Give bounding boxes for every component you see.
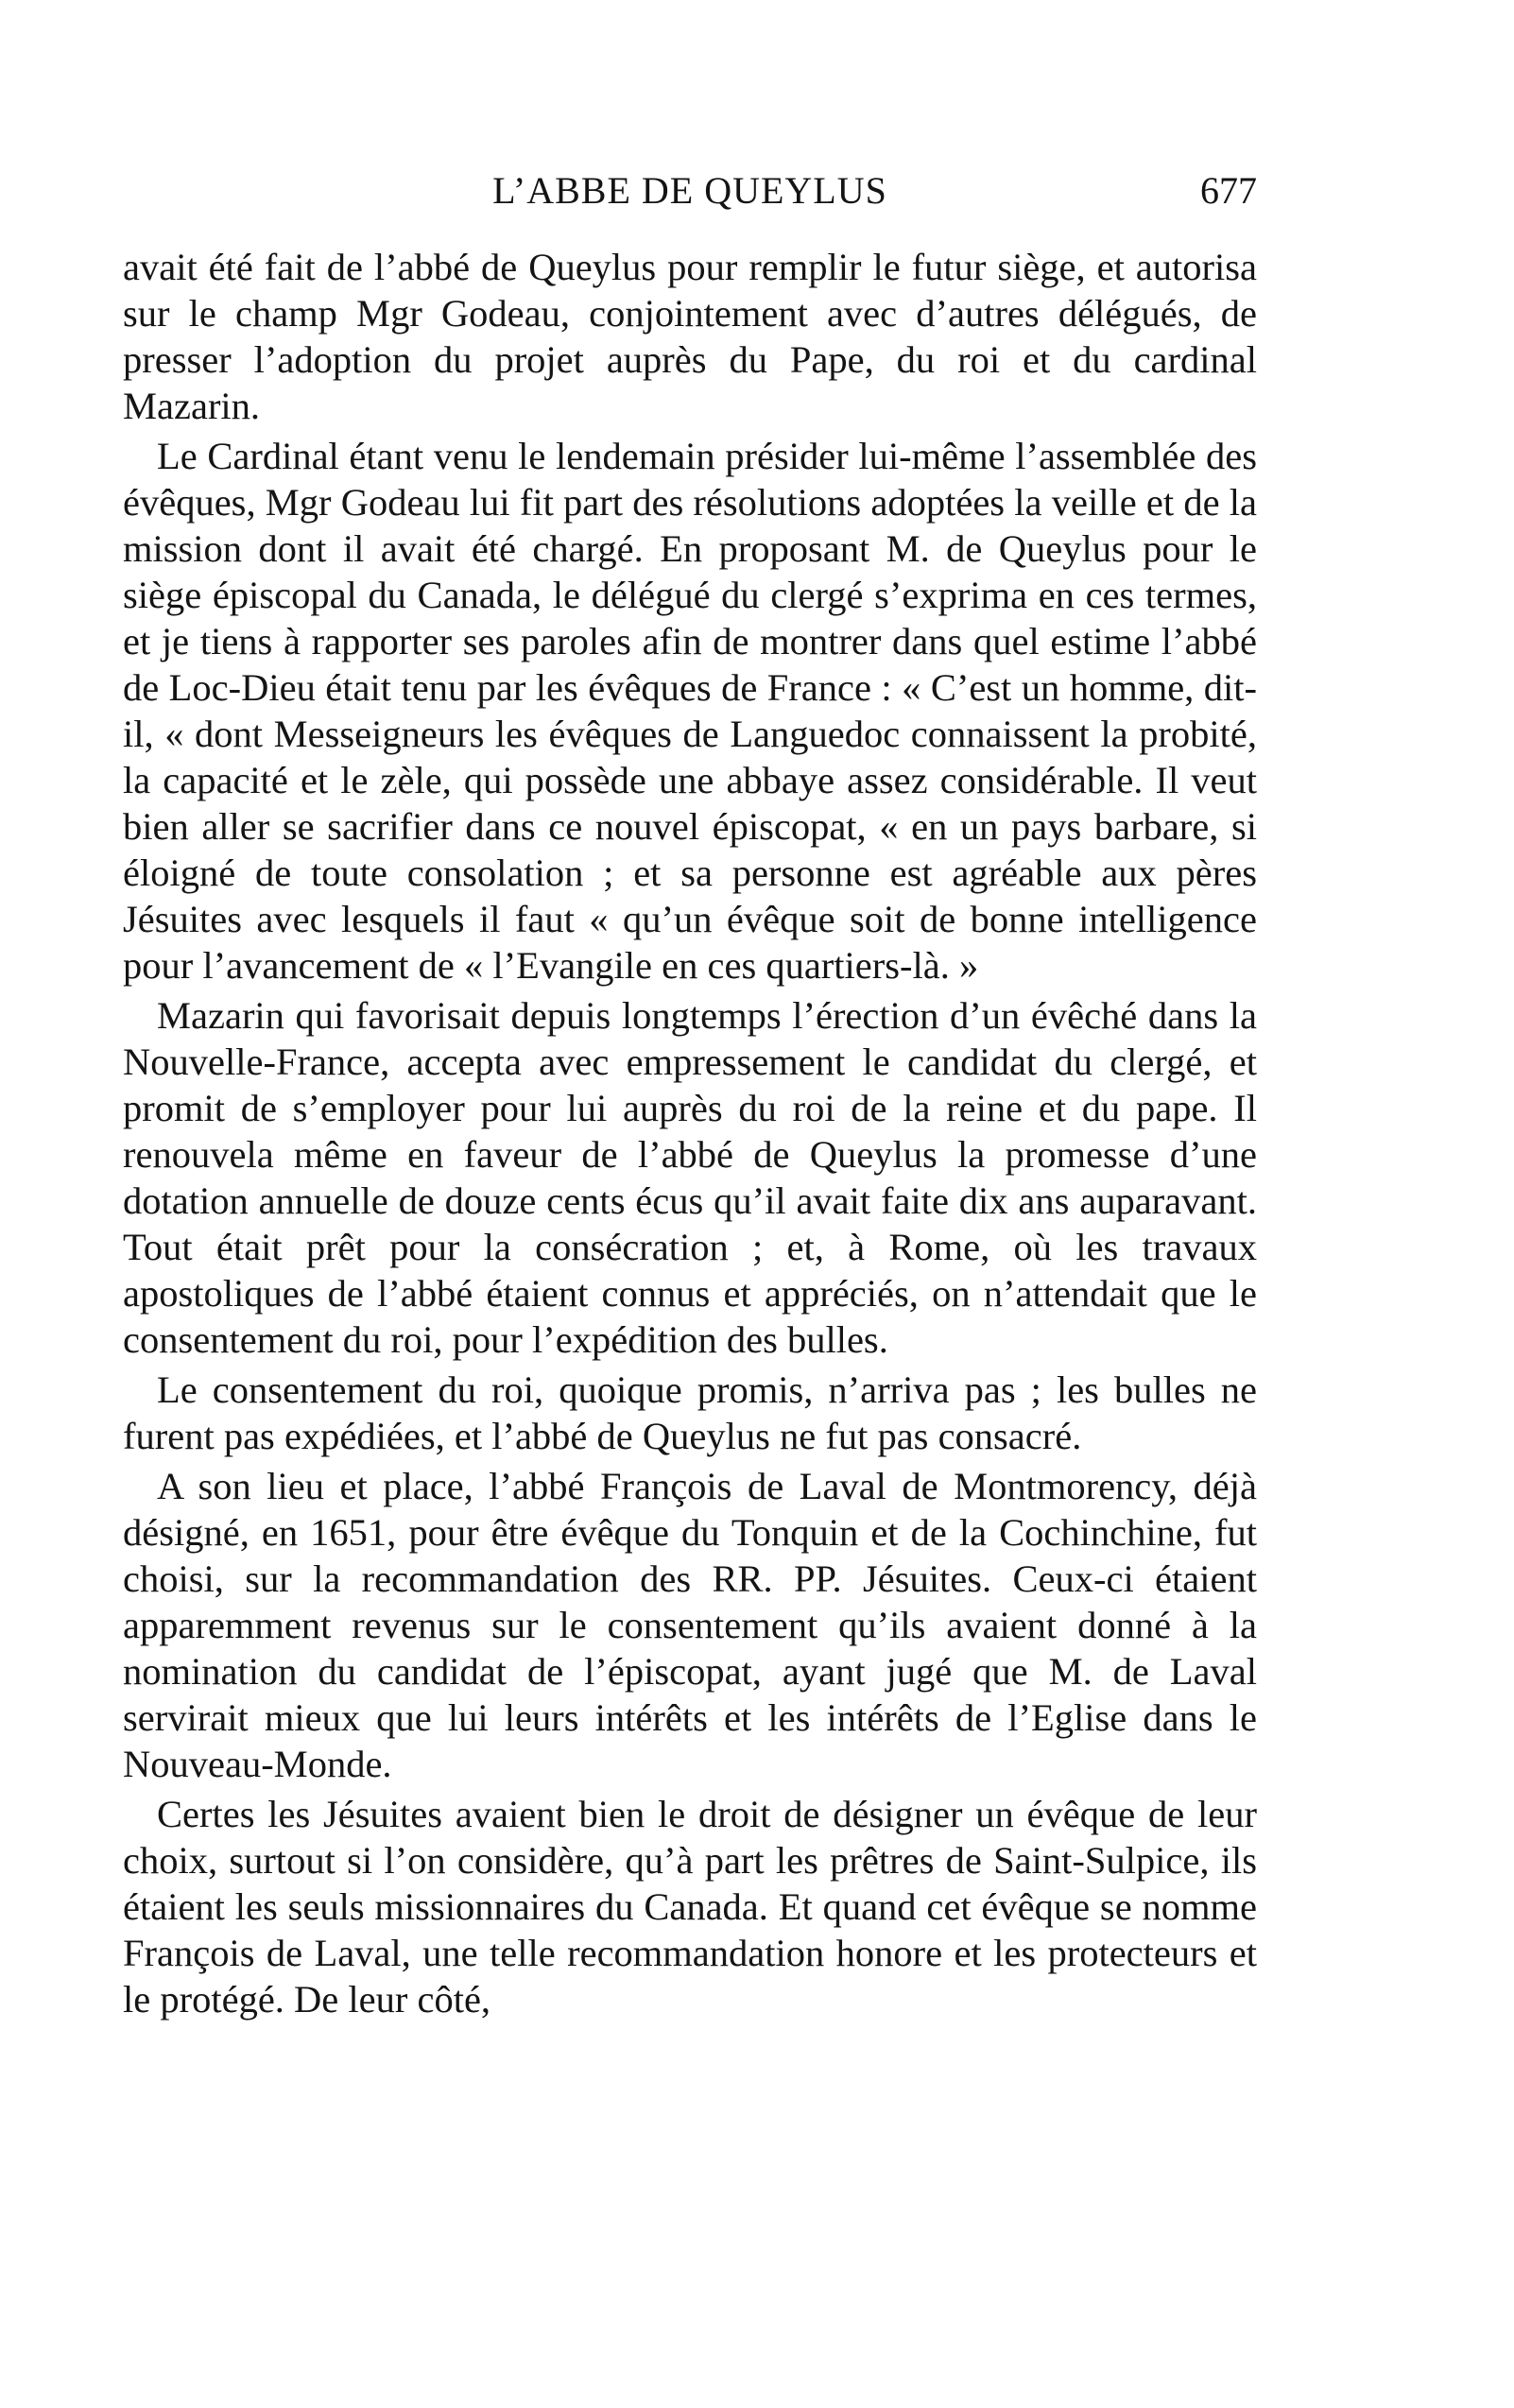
body-text xyxy=(123,244,1257,2022)
paragraph: Certes les Jésuites avaient bien le droit de désigner un évêque de leur choix, surtout si l’on considère, qu’à part les prêtres de Saint-Sulpice, ils étaient les seuls missionnaires du Canada. Et quand cet évêque se nomme François de Laval, une telle recommandation honore et les protecteurs et le protégé. De leur côté, xyxy=(123,1793,1257,2021)
paragraph-continuation: avait été fait de l’abbé de Queylus pour remplir le futur siège, et autorisa sur le champ Mgr Godeau, conjointement avec d’autres délégués, de presser l’adoption du projet auprès du Pape, du roi et du cardinal Mazarin. xyxy=(123,246,1257,427)
paragraph: Mazarin qui favorisait depuis longtemps l’érection d’un évêché dans la Nouvelle-France, accepta avec empressement le candidat du clergé, et promit de s’employer pour lui auprès du roi de la reine et du pape. Il renouvela même en faveur de l’abbé de Queylus la promesse d’une dotation annuelle de douze cents écus qu’il avait faite dix ans auparavant. Tout était prêt pour la consécration ; et, à Rome, où les travaux apostoliques de l’abbé étaient connus et appréciés, on n’attendait que le consentement du roi, pour l’expédition des bulles. xyxy=(123,994,1257,1361)
paragraph: Le Cardinal étant venu le lendemain présider lui-même l’assemblée des évêques, Mgr Godeau lui fit part des résolutions adoptées la veille et de la mission dont il avait été chargé. En proposant M. de Queylus pour le siège épiscopal du Canada, le délégué du clergé s’exprima en ces termes, et je tiens à rapporter ses paroles afin de montrer dans quel estime l’abbé de Loc-Dieu était tenu par les évêques de France : « C’est un homme, dit-il, « dont Messeigneurs les évêques de Languedoc connaissent la probité, la capacité et le zèle, qui possède une abbaye assez considérable. Il veut bien aller se sacrifier dans ce nouvel épiscopat, « en un pays barbare, si éloigné de toute consolation ; et sa personne est agréable aux pères Jésuites avec lesquels il faut « qu’un évêque soit de bonne intelligence pour l’avancement de « l’Evangile en ces quartiers-là. » xyxy=(123,435,1257,987)
page-number: 677 xyxy=(1200,169,1257,212)
paragraph: Le consentement du roi, quoique promis, n’arriva pas ; les bulles ne furent pas expédiées, et l’abbé de Queylus ne fut pas consacré. xyxy=(123,1368,1257,1457)
running-title: L’ABBE DE QUEYLUS xyxy=(492,169,887,212)
running-header xyxy=(123,168,1257,225)
paragraph: A son lieu et place, l’abbé François de Laval de Montmorency, déjà désigné, en 1651, pour être évêque du Tonquin et de la Cochinchine, fut choisi, sur la recommandation des RR. PP. Jésuites. Ceux-ci étaient apparemment revenus sur le consentement qu’ils avaient donné à la nomination du candidat de l’épiscopat, ayant jugé que M. de Laval servirait mieux que lui leurs intérêts et les intérêts de l’Eglise dans le Nouveau-Monde. xyxy=(123,1465,1257,1785)
